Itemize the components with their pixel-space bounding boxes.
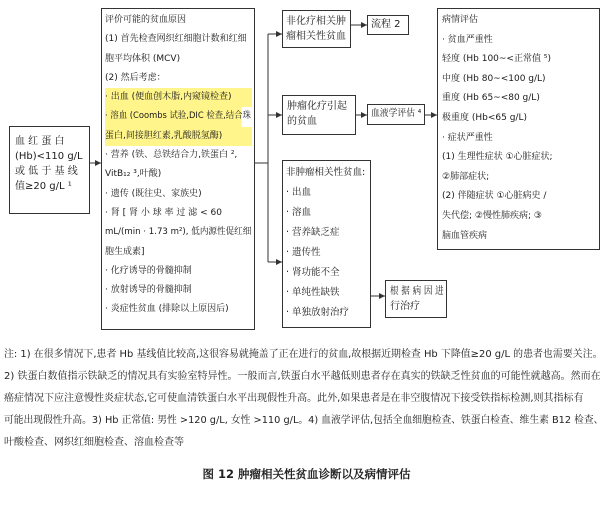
footnote-line: 叶酸检查、网织红细胞检查、溶血检查等 (4, 437, 184, 448)
causes-nutrition: · 营养 (铁、总铁结合力,铁蛋白 ², (105, 150, 238, 161)
causes-renal: · 肾 [ 肾 小 球 率 过 滤 < 60 (105, 207, 222, 218)
causes-renal-cont: 胞生成素] (105, 246, 145, 257)
anemia-causes-box (101, 8, 255, 330)
flow-2-label: 流程 2 (371, 19, 401, 30)
chemo-line-1: 肿瘤化疗引起 (287, 101, 347, 112)
flow-2-box (367, 15, 409, 35)
treat-line-2: 行治疗 (390, 301, 420, 312)
non-chemo-tumor-anemia-box (282, 10, 351, 48)
assess-comorbid-cont: 脑血管疾病 (442, 230, 488, 241)
assess-very-severe: 极重度 (Hb<65 g/L) (442, 112, 527, 123)
footnote-line: 2) 铁蛋白数值指示铁缺乏的情况具有实验室特异性。一般而言,铁蛋白水平越低则患者存在真实的铁缺乏性贫血的可能性就越高。然而在 (4, 371, 601, 382)
non-tumor-title: 非肿瘤相关性贫血: (286, 167, 366, 178)
figure-caption: 图 12 肿瘤相关性贫血诊断以及病情评估 (202, 467, 411, 481)
hb-line-3: 或 低 于 基 线 (15, 166, 78, 177)
non-tumor-item: · 肾功能不全 (286, 267, 340, 278)
footnote-line: 可能出现假性升高。3) Hb 正常值: 男性 >120 g/L, 女性 >110 g/L。4) 血液学评估,包括全血细胞检查、铁蛋白检查、维生素 B12 检查、 (4, 415, 604, 426)
causes-radiation: · 放射诱导的骨髓抑制 (105, 285, 192, 296)
non-chemo-line-1: 非化疗相关肿 (286, 16, 346, 27)
assess-anemia-severity: · 贫血严重性 (442, 34, 493, 45)
causes-inflammation: · 炎症性贫血 (排除以上原因后) (105, 304, 229, 315)
causes-line: (2) 然后考虑： (105, 72, 166, 83)
assess-mild: 轻度 (Hb 100~<正常值 ⁵) (442, 54, 551, 65)
non-tumor-item: · 溶血 (286, 207, 312, 218)
hb-line-4: 值≥20 g/L ¹ (15, 181, 72, 192)
hematology-evaluation-label: 血液学评估 ⁴ (371, 108, 422, 119)
non-tumor-item: · 单独放射治疗 (286, 307, 350, 318)
assess-title: 病情评估 (442, 15, 479, 25)
assess-symptom-severity: · 症状严重性 (442, 132, 493, 143)
causes-renal-cont: mL/(min · 1.73 m²), 低内源性促红细 (105, 227, 252, 238)
causes-hemolysis-cont: 蛋白,间接胆红素,乳酸脱氢酶) (105, 127, 252, 146)
non-tumor-anemia-box (282, 160, 371, 328)
causes-hereditary: · 遗传 (既往史、家族史) (105, 188, 202, 199)
footnote-line: 癌症情况下应注意慢性炎症状态,它可使血清铁蛋白水平出现假性升高。此外,如果患者是在非空腹情况下接受铁指标检测,则其指标有 (4, 393, 584, 404)
chemo-line-2: 的贫血 (287, 116, 317, 127)
non-tumor-item: · 营养缺乏症 (286, 227, 340, 238)
assess-physiologic-cont: ②肺部症状; (442, 171, 490, 182)
causes-bleeding: · 出血 (便血创木脂,内窥镜检查) (105, 88, 252, 107)
non-tumor-item: · 出血 (286, 187, 312, 198)
causes-title: 评价可能的贫血原因 (105, 15, 187, 25)
hb-line-2: (Hb)<110 g/L (15, 151, 83, 162)
chemo-induced-anemia-box (282, 95, 356, 135)
treat-line-1: 根 据 病 因 进 (390, 286, 444, 297)
footnote-line: 注: 1) 在很多情况下,患者 Hb 基线值比较高,这很容易就掩盖了正在进行的贫血,故根据近期检查 Hb 下降值≥20 g/L 的患者也需要关注。 (4, 349, 603, 360)
hb-line-1: 血 红 蛋 白 (15, 136, 65, 147)
hematology-evaluation-box (367, 104, 425, 125)
causes-hemolysis: · 溶血 (Coombs 试验,DIC 检查,结合珠 (105, 107, 242, 126)
severity-assessment-box (437, 8, 600, 250)
non-tumor-item: · 单纯性缺铁 (286, 287, 340, 298)
treat-by-cause-box (385, 280, 447, 318)
assess-comorbid: (2) 伴随症状 ①心脏病史 / (442, 191, 547, 202)
causes-chemo: · 化疗诱导的骨髓抑制 (105, 265, 192, 276)
assess-comorbid-cont: 失代偿; ②慢性肺疾病; ③ (442, 210, 542, 221)
hb-threshold-box (9, 126, 90, 214)
causes-line: 胞平均体积 (MCV) (105, 53, 181, 64)
footnotes (4, 344, 609, 454)
non-tumor-item: · 遗传性 (286, 247, 321, 258)
assess-physiologic: (1) 生理性症状 ①心脏症状; (442, 152, 553, 163)
causes-nutrition-cont: VitB₁₂ ³,叶酸) (105, 169, 162, 180)
non-chemo-line-2: 瘤相关性贫血 (286, 31, 346, 42)
causes-line: (1) 首先检查网织红细胞计数和红细 (105, 34, 247, 45)
assess-severe: 重度 (Hb 65~<80 g/L) (442, 93, 540, 104)
assess-moderate: 中度 (Hb 80~<100 g/L) (442, 73, 546, 84)
